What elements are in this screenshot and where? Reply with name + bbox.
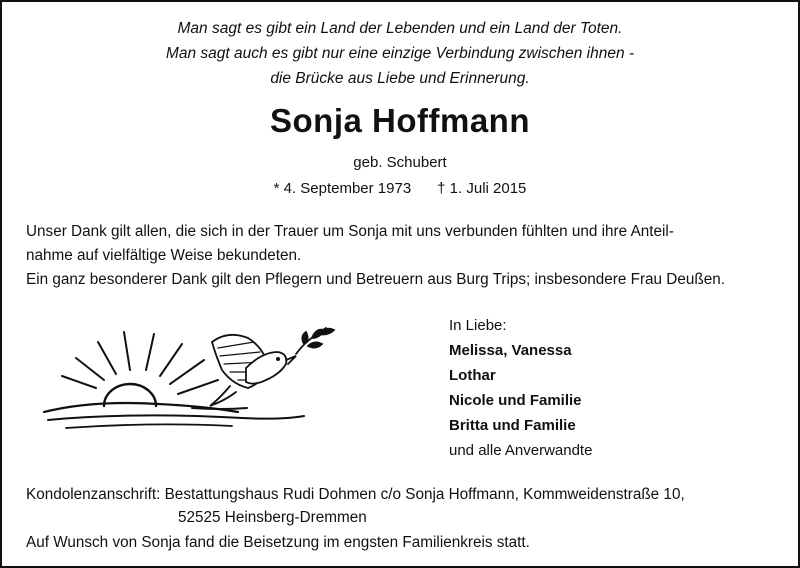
burial-note: Auf Wunsch von Sonja fand die Beisetzung im engsten Familienkreis statt.	[26, 534, 530, 551]
thanks-line: nahme auf vielfältige Weise bekundeten.	[26, 247, 302, 264]
birth-name: geb. Schubert	[353, 154, 447, 171]
mourners-list	[449, 313, 592, 463]
death-date: † 1. Juli 2015	[437, 180, 527, 197]
poem	[2, 16, 798, 91]
address-line: Kondolenzanschrift: Bestattungshaus Rudi Dohmen c/o Sonja Hoffmann, Kommweidenstraße 10,	[26, 486, 685, 503]
poem-line: Man sagt auch es gibt nur eine einzige Verbindung zwischen ihnen -	[165, 45, 635, 62]
dove-icon	[210, 328, 334, 406]
mourners-closing: und alle Anverwandte	[449, 442, 593, 459]
birth-date: * 4. September 1973	[273, 180, 412, 197]
mourners-intro: In Liebe:	[449, 317, 507, 334]
mourner-name: Nicole und Familie	[449, 392, 582, 409]
poem-line: die Brücke aus Liebe und Erinnerung.	[270, 70, 530, 87]
mourner-name: Melissa, Vanessa	[449, 342, 572, 359]
deceased-name: Sonja Hoffmann	[270, 102, 530, 139]
mourner-name: Britta und Familie	[449, 417, 576, 434]
thanks-text	[26, 220, 776, 292]
condolence-address	[26, 483, 685, 529]
mourner-name: Lothar	[449, 367, 496, 384]
life-dates	[2, 180, 798, 197]
thanks-line: Ein ganz besonderer Dank gilt den Pflegern und Betreuern aus Burg Trips; insbesondere Frau Deußen.	[26, 271, 725, 288]
poem-line: Man sagt es gibt ein Land der Lebenden und ein Land der Toten.	[177, 20, 623, 37]
dove-sun-illustration	[42, 308, 342, 434]
address-line: 52525 Heinsberg-Dremmen	[178, 509, 367, 526]
thanks-line: Unser Dank gilt allen, die sich in der Trauer um Sonja mit uns verbunden fühlten und ihre Anteil-	[26, 223, 674, 240]
